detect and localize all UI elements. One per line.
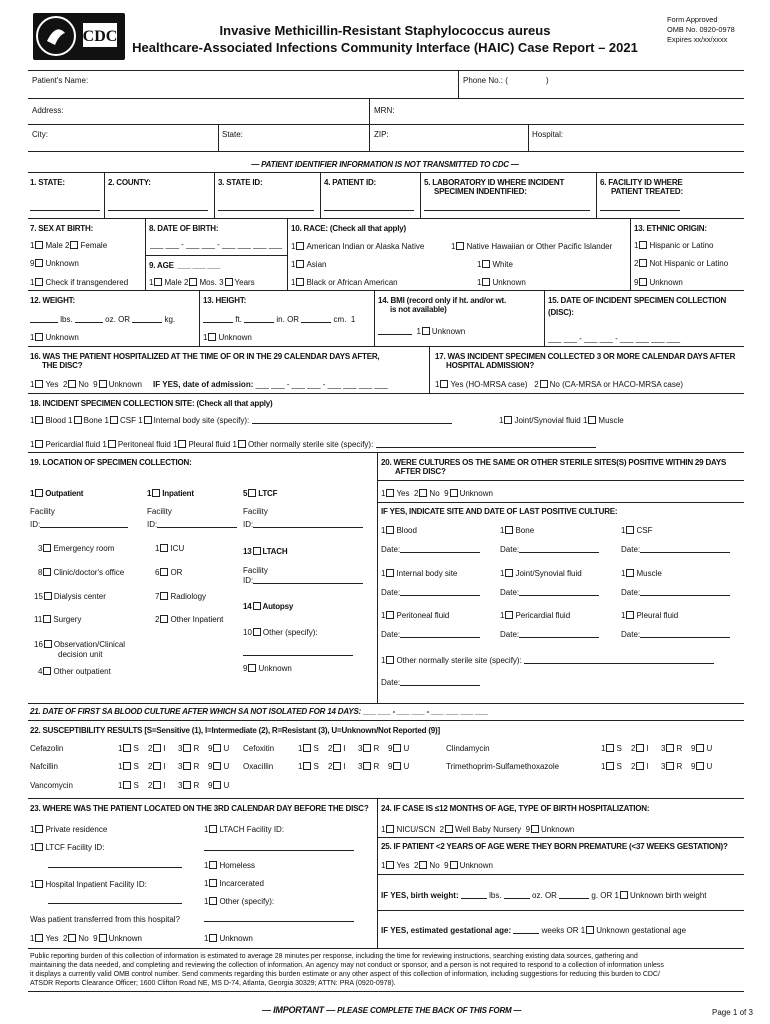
susceptibility-u-checkbox[interactable] (696, 762, 704, 770)
q20-muscle-checkbox[interactable] (626, 569, 634, 577)
q20-pericardial-date[interactable] (519, 630, 599, 638)
q18-blood-checkbox[interactable] (35, 416, 43, 424)
omb-number: OMB No. 0920-0978 (667, 25, 735, 34)
height-in-field[interactable] (244, 315, 274, 323)
q19-er-checkbox[interactable] (43, 544, 51, 552)
burden-2: maintaining the data needed, and completing and reviewing the collection of information. An agency may not conduct or sponsor, and a person is not required to respond to a collection of information unless (30, 962, 664, 969)
q20-bone-date[interactable] (519, 545, 599, 553)
q19-inpatient-checkbox[interactable] (152, 489, 160, 497)
q20-csf-checkbox[interactable] (626, 526, 634, 534)
ethnic-hispanic-checkbox[interactable] (639, 241, 647, 249)
height-unknown-checkbox[interactable] (208, 333, 216, 341)
q19-unknown-checkbox[interactable] (248, 664, 256, 672)
q19-clinic-checkbox[interactable] (43, 568, 51, 576)
q18: 18. INCIDENT SPECIMEN COLLECTION SITE: (Check all that apply) (30, 399, 273, 408)
susceptibility-i-checkbox[interactable] (153, 781, 161, 789)
q19-or-checkbox[interactable] (160, 568, 168, 576)
q25-no-checkbox[interactable] (419, 861, 427, 869)
q19-in-facility: Facility (147, 507, 172, 516)
q20-pericardial-checkbox[interactable] (505, 611, 513, 619)
q18-muscle-checkbox[interactable] (588, 416, 596, 424)
q23: 23. WHERE WAS THE PATIENT LOCATED ON THE 3RD CALENDAR DAY BEFORE THE DISC? (30, 804, 369, 813)
patient-name-label: Patient's Name: (32, 76, 89, 85)
q24-wellbaby-checkbox[interactable] (445, 825, 453, 833)
q25-weeks-field[interactable] (513, 926, 539, 934)
q19-other-inpatient-checkbox[interactable] (160, 615, 168, 623)
q24: 24. IF CASE IS ≤12 MONTHS OF AGE, TYPE OF BIRTH HOSPITALIZATION: (381, 804, 650, 813)
susceptibility-r-checkbox[interactable] (183, 781, 191, 789)
phone-label: Phone No.: ( (463, 76, 508, 85)
q23-ltach-checkbox[interactable] (209, 825, 217, 833)
q19-other-outpatient-checkbox[interactable] (43, 667, 51, 675)
q25-unk-ga-checkbox[interactable] (586, 926, 594, 934)
q25-oz-field[interactable] (504, 891, 530, 899)
phone-close: ) (546, 76, 549, 85)
q23-trans-yes-checkbox[interactable] (35, 934, 43, 942)
q18-pericardial-checkbox[interactable] (35, 440, 43, 448)
q20-no-checkbox[interactable] (419, 489, 427, 497)
q3-state-id: 3. STATE ID: (218, 178, 263, 187)
q23-unknown-checkbox[interactable] (209, 934, 217, 942)
q19-ltach-facility-id[interactable] (253, 576, 363, 584)
q17-2: HOSPITAL ADMISSION? (446, 361, 535, 370)
susceptibility-r-checkbox[interactable] (363, 762, 371, 770)
q20-other-checkbox[interactable] (386, 656, 394, 664)
q16-unknown-checkbox[interactable] (99, 380, 107, 388)
ethnic-unknown-checkbox[interactable] (639, 278, 647, 286)
q23-trans-no-checkbox[interactable] (68, 934, 76, 942)
susceptibility-r-checkbox[interactable] (666, 762, 674, 770)
q25-yes-checkbox[interactable] (386, 861, 394, 869)
drug-label: Vancomycin (30, 781, 73, 790)
q19-ltcf-facility-id[interactable] (253, 520, 363, 528)
bmi-field[interactable] (378, 327, 412, 335)
q16-yes-checkbox[interactable] (35, 380, 43, 388)
q17-yes-checkbox[interactable] (440, 380, 448, 388)
burden-4: ATSDR Reports Clearance Officer; 1600 Clifton Road NE, MS D-74, Atlanta, Georgia 30329; ATTN: PRA (0920-0978). (30, 980, 396, 987)
susceptibility-u-checkbox[interactable] (213, 744, 221, 752)
q16: 16. WAS THE PATIENT HOSPITALIZED AT THE TIME OF OR IN THE 29 CALENDAR DAYS AFTER, (30, 352, 380, 361)
q5-lab-id-2: SPECIMEN INDENTIFIED: (434, 187, 527, 196)
drug-label: Cefoxitin (243, 744, 275, 753)
q18-other-field[interactable] (376, 440, 596, 448)
q17-no-checkbox[interactable] (540, 380, 548, 388)
q20-csf-date[interactable] (640, 545, 730, 553)
q20-other-date[interactable] (400, 678, 480, 686)
burden-3: it displays a currently valid OMB control number. Send comments regarding this burden estimate or any other aspect of this collection of information, including suggestions for reducing this burden to CDC/ (30, 971, 660, 978)
q20-yes-checkbox[interactable] (386, 489, 394, 497)
sex-unknown-checkbox[interactable] (35, 259, 43, 267)
q13-ethnic: 13. ETHNIC ORIGIN: (634, 224, 707, 233)
q22: 22. SUSCEPTIBILITY RESULTS [S=Sensitive (1), I=Intermediate (2), R=Resistant (3), U=Unknown/Not Reported (9)] (30, 726, 440, 735)
q2-county: 2. COUNTY: (108, 178, 151, 187)
drug-label: Oxacillin (243, 762, 274, 771)
q9-age: 9. AGE ___ ___ ___ (149, 261, 221, 270)
q20-peritoneal-checkbox[interactable] (386, 611, 394, 619)
q18-pleural-checkbox[interactable] (178, 440, 186, 448)
susceptibility-i-checkbox[interactable] (333, 744, 341, 752)
susceptibility-r-checkbox[interactable] (666, 744, 674, 752)
q19-dialysis-checkbox[interactable] (44, 592, 52, 600)
susceptibility-s-checkbox[interactable] (303, 762, 311, 770)
q25: 25. IF PATIENT <2 YEARS OF AGE WERE THEY BORN PREMATURE (<37 WEEKS GESTATION)? (381, 842, 728, 851)
q20-internal-date[interactable] (400, 588, 480, 596)
q6-facility-id-2: PATIENT TREATED: (611, 187, 683, 196)
q23-other-checkbox[interactable] (209, 897, 217, 905)
complete-back-label: PLEASE COMPLETE THE BACK OF THIS FORM — (337, 1006, 522, 1015)
susceptibility-i-checkbox[interactable] (636, 762, 644, 770)
q25-g-field[interactable] (559, 891, 589, 899)
q24-nicu-checkbox[interactable] (386, 825, 394, 833)
susceptibility-i-checkbox[interactable] (333, 762, 341, 770)
q20-unknown-checkbox[interactable] (450, 489, 458, 497)
q15-disc: 15. DATE OF INCIDENT SPECIMEN COLLECTION (548, 296, 727, 305)
q20-internal-checkbox[interactable] (386, 569, 394, 577)
q19-ltcf-checkbox[interactable] (248, 489, 256, 497)
q18-joint-checkbox[interactable] (504, 416, 512, 424)
q19-ltach-checkbox[interactable] (253, 547, 261, 555)
q23-homeless-checkbox[interactable] (209, 861, 217, 869)
q21-date-field[interactable]: ___ ___ - ___ ___ - ___ ___ ___ ___ (363, 707, 489, 716)
q20-ifyes: IF YES, INDICATE SITE AND DATE OF LAST POSITIVE CULTURE: (381, 507, 618, 516)
page-number: Page 1 of 3 (712, 1008, 753, 1017)
weight-unknown-checkbox[interactable] (35, 333, 43, 341)
race-asian-checkbox[interactable] (296, 260, 304, 268)
susceptibility-u-checkbox[interactable] (393, 762, 401, 770)
q23-trans-unknown-checkbox[interactable] (99, 934, 107, 942)
drug-label: Clindamycin (446, 744, 490, 753)
race-black-checkbox[interactable] (296, 278, 304, 286)
q19: 19. LOCATION OF SPECIMEN COLLECTION: (30, 458, 192, 467)
transgender-checkbox[interactable] (35, 278, 43, 286)
q20-pleural-checkbox[interactable] (626, 611, 634, 619)
q23-incarcerated-checkbox[interactable] (209, 879, 217, 887)
age-mos-checkbox[interactable] (189, 278, 197, 286)
susceptibility-s-checkbox[interactable] (606, 762, 614, 770)
q6-facility-id: 6. FACILITY ID WHERE (600, 178, 683, 187)
q5-lab-id: 5. LABORATORY ID WHERE INCIDENT (424, 178, 565, 187)
burden-1: Public reporting burden of this collection of information is estimated to average 28 minutes per response, including the time for reviewing instructions, searching existing data sources, gathering and (30, 953, 638, 960)
q20-blood-checkbox[interactable] (386, 526, 394, 534)
admission-date-field[interactable]: ___ ___ - ___ ___ - ___ ___ ___ ___ (255, 380, 388, 389)
q19-in-facility-id[interactable] (157, 520, 237, 528)
q25-unk-bw-checkbox[interactable] (620, 891, 628, 899)
q20-pleural-date[interactable] (640, 630, 730, 638)
susceptibility-s-checkbox[interactable] (303, 744, 311, 752)
q19-obs-checkbox[interactable] (44, 640, 52, 648)
q23-transferred: Was patient transferred from this hospital? (30, 915, 180, 924)
q10-race: 10. RACE: (Check all that apply) (291, 224, 406, 233)
q19-icu-checkbox[interactable] (160, 544, 168, 552)
age-days-checkbox[interactable] (154, 278, 162, 286)
q20-2: AFTER DISC? (395, 467, 446, 476)
address-label: Address: (32, 106, 64, 115)
form-title-1: Invasive Methicillin-Resistant Staphylococcus aureus (219, 23, 551, 38)
q14-bmi-2: is not available) (390, 305, 447, 314)
q12-weight: 12. WEIGHT: (30, 296, 75, 305)
form-approved: Form Approved (667, 15, 718, 24)
susceptibility-u-checkbox[interactable] (213, 762, 221, 770)
expiration: Expires xx/xx/xxxx (667, 35, 728, 44)
hospital-label: Hospital: (532, 130, 564, 139)
susceptibility-s-checkbox[interactable] (606, 744, 614, 752)
q19-out-facility: Facility (30, 507, 55, 516)
susceptibility-u-checkbox[interactable] (213, 781, 221, 789)
important-label: — IMPORTANT — (262, 1005, 336, 1015)
q17: 17. WAS INCIDENT SPECIMEN COLLECTED 3 OR MORE CALENDAR DAYS AFTER (435, 352, 736, 361)
q20-other-field[interactable] (524, 656, 714, 664)
age-years-checkbox[interactable] (225, 278, 233, 286)
drug-label: Nafcillin (30, 762, 59, 771)
q18-internal-field[interactable] (252, 416, 452, 424)
q19-surgery-checkbox[interactable] (43, 615, 51, 623)
drug-label: Trimethoprim-Sulfamethoxazole (446, 762, 560, 771)
q21: 21. DATE OF FIRST SA BLOOD CULTURE AFTER WHICH SA NOT ISOLATED FOR 14 DAYS: ___ ___ - ___ ___ - ___ ___ ___ ___ (30, 707, 489, 716)
zip-label: ZIP: (374, 130, 389, 139)
height-ft-field[interactable] (203, 315, 233, 323)
q19-other-checkbox[interactable] (253, 628, 261, 636)
q19-obs-2: decision unit (58, 650, 103, 659)
race-ai-checkbox[interactable] (296, 242, 304, 250)
q20: 20. WERE CULTURES OS THE SAME OR OTHER STERILE SITES(S) POSITIVE WITHIN 29 DAYS (381, 458, 727, 467)
q15-disc-2: (DISC): (548, 308, 574, 317)
race-white-checkbox[interactable] (482, 260, 490, 268)
susceptibility-i-checkbox[interactable] (636, 744, 644, 752)
identifier-notice: — PATIENT IDENTIFIER INFORMATION IS NOT TRANSMITTED TO CDC — (251, 160, 519, 169)
q24-unknown-checkbox[interactable] (531, 825, 539, 833)
q20-bone-checkbox[interactable] (505, 526, 513, 534)
q1-state: 1. STATE: (30, 178, 65, 187)
q7-sex: 7. SEX AT BIRTH: (30, 224, 94, 233)
weight-lbs-field[interactable] (30, 315, 58, 323)
sex-male-checkbox[interactable] (35, 241, 43, 249)
q23-hospital-checkbox[interactable] (35, 880, 43, 888)
state-label: State: (222, 130, 243, 139)
q20-peritoneal-date[interactable] (400, 630, 480, 638)
height-cm-field[interactable] (301, 315, 331, 323)
q13-height: 13. HEIGHT: (203, 296, 247, 305)
disc-date-field[interactable]: ___ ___ - ___ ___ - ___ ___ ___ ___ (548, 334, 681, 343)
q18-bone-checkbox[interactable] (74, 416, 82, 424)
mrn-label: MRN: (374, 106, 395, 115)
q16-2: THE DISC? (42, 361, 83, 370)
q18-other-checkbox[interactable] (238, 440, 246, 448)
q19-ltach-facility: Facility (243, 566, 268, 575)
sex-female-checkbox[interactable] (70, 241, 78, 249)
susceptibility-r-checkbox[interactable] (363, 744, 371, 752)
q20-blood-date[interactable] (400, 545, 480, 553)
q19-radiology-checkbox[interactable] (160, 592, 168, 600)
q4-patient-id: 4. PATIENT ID: (324, 178, 377, 187)
q23-private-checkbox[interactable] (35, 825, 43, 833)
q19-autopsy-checkbox[interactable] (253, 602, 261, 610)
bmi-unknown-checkbox[interactable] (422, 327, 430, 335)
q14-bmi: 14. BMI (record only if ht. and/or wt. (378, 296, 506, 305)
cdc-logo (33, 13, 125, 60)
ethnic-not-checkbox[interactable] (639, 259, 647, 267)
susceptibility-u-checkbox[interactable] (393, 744, 401, 752)
susceptibility-r-checkbox[interactable] (183, 762, 191, 770)
q18-internal-checkbox[interactable] (144, 416, 152, 424)
logo-text: CDC (82, 28, 118, 45)
q20-joint-date[interactable] (519, 588, 599, 596)
dob-field[interactable]: ___ ___ - ___ ___ - ___ ___ ___ ___ (150, 240, 283, 249)
susceptibility-s-checkbox[interactable] (123, 744, 131, 752)
race-nh-checkbox[interactable] (456, 242, 464, 250)
q20-muscle-date[interactable] (640, 588, 730, 596)
drug-label: Cefazolin (30, 744, 64, 753)
q20-joint-checkbox[interactable] (505, 569, 513, 577)
q25-lbs-field[interactable] (461, 891, 487, 899)
susceptibility-s-checkbox[interactable] (123, 781, 131, 789)
susceptibility-i-checkbox[interactable] (153, 744, 161, 752)
weight-oz-field[interactable] (75, 315, 103, 323)
susceptibility-u-checkbox[interactable] (696, 744, 704, 752)
race-unknown-checkbox[interactable] (482, 278, 490, 286)
q23-ltcf-checkbox[interactable] (35, 843, 43, 851)
susceptibility-r-checkbox[interactable] (183, 744, 191, 752)
susceptibility-i-checkbox[interactable] (153, 762, 161, 770)
q18-csf-checkbox[interactable] (110, 416, 118, 424)
q18-peritoneal-checkbox[interactable] (108, 440, 116, 448)
q19-ltcf-facility: Facility (243, 507, 268, 516)
q25-unknown-checkbox[interactable] (450, 861, 458, 869)
form-title-2: Healthcare-Associated Infections Community Interface (HAIC) Case Report – 2021 (132, 40, 638, 55)
q8-dob: 8. DATE OF BIRTH: (149, 224, 219, 233)
susceptibility-s-checkbox[interactable] (123, 762, 131, 770)
q16-no-checkbox[interactable] (68, 380, 76, 388)
q19-outpatient-checkbox[interactable] (35, 489, 43, 497)
weight-kg-field[interactable] (132, 315, 162, 323)
q19-out-facility-id[interactable] (40, 520, 128, 528)
city-label: City: (32, 130, 48, 139)
